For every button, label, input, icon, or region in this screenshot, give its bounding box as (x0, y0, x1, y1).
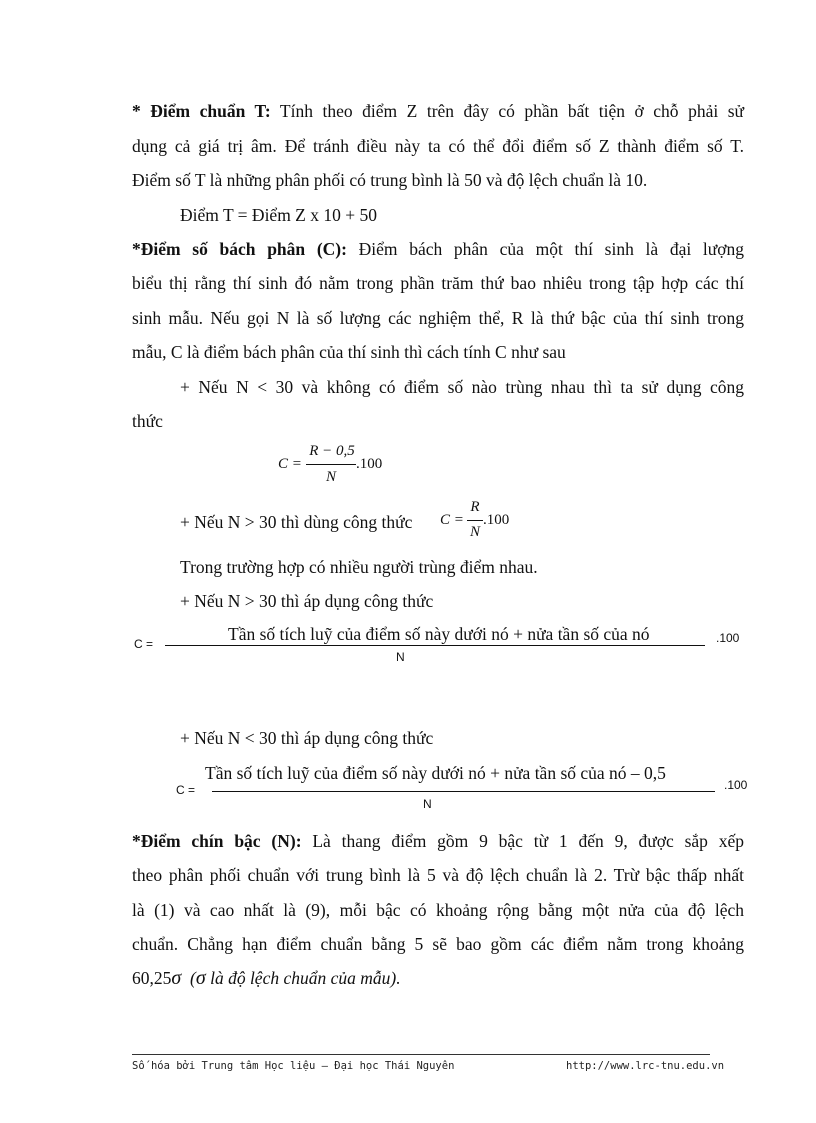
formula1-suffix: .100 (356, 456, 383, 472)
formula3-suffix: .100 (716, 631, 740, 645)
formula4-fraction-bar (212, 791, 715, 792)
footer-left-text: Số hóa bởi Trung tâm Học liệu – Đại học Thái Nguyên (132, 1060, 455, 1072)
stanine-heading: *Điểm chín bậc (N): (132, 831, 302, 851)
t-score-formula: Điểm T = Điểm Z x 10 + 50 (180, 205, 377, 225)
percentile-line-1: *Điểm số bách phân (C): Điểm bách phân của một thí sinh là đại lượng (132, 239, 744, 259)
percentile-line-4: mẫu, C là điểm bách phân của thí sinh thì cách tính C như sau (132, 342, 566, 362)
percentile-case3-text: + Nếu N > 30 thì áp dụng công thức (180, 591, 434, 611)
percentile-line-2: biểu thị rằng thí sinh đó nằm trong phần trăm thứ bao nhiêu trong tập hợp các thí (132, 273, 744, 293)
formula3-numerator: Tần số tích luỹ của điểm số này dưới nó + nửa tần số của nó (228, 624, 650, 644)
stanine-line-5: 60,25σ (σ là độ lệch chuẩn của mẫu). (132, 967, 401, 989)
formula3-fraction-bar (165, 645, 705, 646)
formula2-fraction-bar (467, 520, 483, 521)
formula2-suffix: .100 (483, 512, 510, 528)
stanine-line-3: là (1) và cao nhất là (9), mỗi bậc có khoảng rộng bằng một nửa của độ lệch (132, 900, 744, 920)
formula4-suffix: .100 (724, 778, 748, 792)
stanine-line-1: *Điểm chín bậc (N): Là thang điểm gồm 9 bậc từ 1 đến 9, được sắp xếp (132, 831, 744, 851)
formula3-lhs: C = (134, 637, 154, 651)
formula4-numerator: Tần số tích luỹ của điểm số này dưới nó + nửa tần số của nó – 0,5 (205, 763, 666, 783)
formula4-denominator: N (423, 797, 432, 811)
formula4-lhs: C = (176, 783, 196, 797)
formula2-numerator: R (470, 499, 480, 515)
percentile-case1-line-2: thức (132, 411, 163, 431)
formula2-denominator: N (469, 524, 480, 540)
percentile-case1-line-1: + Nếu N < 30 và không có điểm số nào trùng nhau thì ta sử dụng công (180, 377, 744, 397)
footer-rule (132, 1054, 710, 1055)
formula3-denominator: N (396, 650, 405, 664)
t-score-line-3: Điểm số T là những phân phối có trung bình là 50 và độ lệch chuẩn là 10. (132, 170, 648, 190)
footer-url[interactable]: http://www.lrc-tnu.edu.vn (566, 1060, 725, 1072)
formula1-denominator: N (325, 469, 336, 485)
stanine-line-4: chuẩn. Chẳng hạn điểm chuẩn bằng 5 sẽ bao gồm các điểm nằm trong khoảng (132, 934, 744, 954)
percentile-case4-text: + Nếu N < 30 thì áp dụng công thức (180, 728, 434, 748)
formula1-numerator: R − 0,5 (309, 443, 355, 459)
formula1-fraction-bar (306, 464, 356, 465)
percentile-line-3: sinh mẫu. Nếu gọi N là số lượng các nghiệm thể, R là thứ bậc của thí sinh trong (132, 308, 744, 328)
sigma-symbol: σ (171, 967, 182, 989)
percentile-ties-intro: Trong trường hợp có nhiều người trùng điểm nhau. (180, 557, 538, 577)
formula1-lhs: C = (278, 456, 302, 472)
stanine-line-2: theo phân phối chuẩn với trung bình là 5 và độ lệch chuẩn là 2. Trừ bậc thấp nhất (132, 865, 744, 885)
percentile-heading: *Điểm số bách phân (C): (132, 239, 347, 259)
sigma-symbol-italic: σ (195, 967, 206, 989)
t-score-line-1: * Điểm chuẩn T: Tính theo điểm Z trên đây có phần bất tiện ở chỗ phải sử (132, 101, 744, 121)
t-score-line-2: dụng cả giá trị âm. Để tránh điều này ta có thể đổi điểm số Z thành điểm số T. (132, 136, 744, 156)
t-score-heading: * Điểm chuẩn T: (132, 101, 271, 121)
percentile-case2-text: + Nếu N > 30 thì dùng công thức (180, 512, 413, 532)
formula2-lhs: C = (440, 512, 464, 528)
